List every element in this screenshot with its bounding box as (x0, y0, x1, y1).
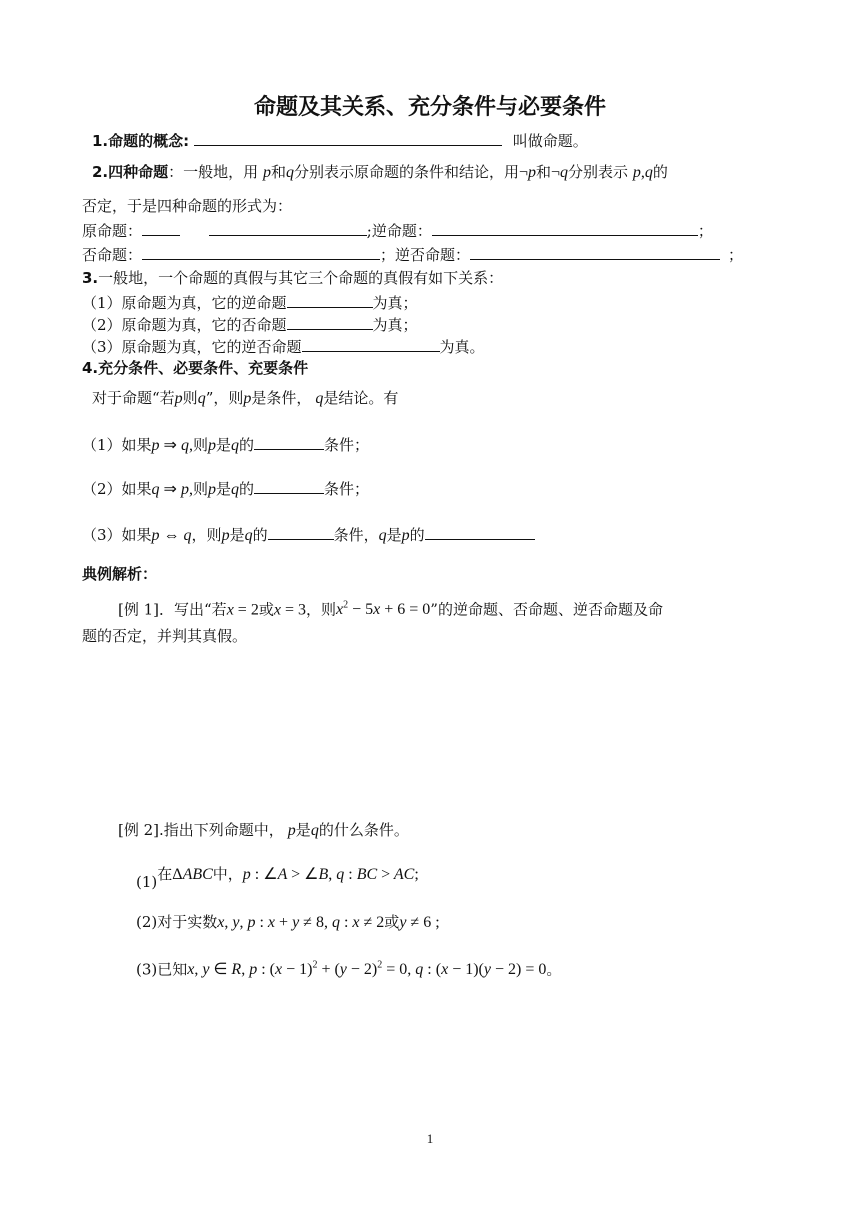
var-p: p (262, 164, 271, 181)
formula: x, y ∈ R, p : $(x - 1)^2 + (y - 2)^2 = 0$, q : (x − 1)(y − 2) = 0 (187, 960, 547, 979)
text: (3)已知 (136, 960, 188, 979)
text: 的 (238, 480, 254, 498)
formula: p : ∠A > ∠B, q : BC > AC; (242, 866, 419, 883)
blank (142, 220, 180, 236)
truth-relation-1 (82, 292, 418, 313)
text: 是 (295, 821, 311, 839)
formula: q ⇒ p, (151, 481, 193, 498)
formula: p ⇒ q, (151, 437, 193, 454)
blank (254, 434, 324, 450)
formula: y ≠ 6 ; (399, 914, 440, 931)
text: 中， (212, 865, 243, 883)
text: 条件； (324, 480, 370, 498)
var-q: q (244, 527, 253, 544)
text: ”，则 (205, 389, 244, 407)
text: （1）原命题为真，它的逆命题 (82, 294, 287, 312)
condition-intro (92, 388, 398, 409)
text: 分别表示原命题的条件和结论，用 (293, 163, 519, 181)
heading-text: 典例解析： (82, 565, 158, 583)
text: 是 (215, 480, 231, 498)
example-2-intro (118, 820, 409, 841)
text: [例 1]．写出“若 (118, 600, 227, 619)
text: ，则 (305, 600, 336, 619)
section-4-heading (82, 358, 308, 378)
converse-label: ;逆命题： (366, 222, 432, 240)
text: 分别表示 (568, 163, 629, 181)
var-p: p (401, 527, 410, 544)
four-propositions-line-2 (82, 196, 292, 216)
text: 题的否定，并判其真假。 (82, 627, 248, 645)
truth-relation-intro (82, 268, 503, 288)
text: 一般地，一个命题的真假与其它三个命题的真假有如下关系： (98, 269, 504, 287)
not-p: ¬p (518, 164, 536, 181)
text: 和 (270, 163, 286, 181)
text: 对于命题“若 (92, 389, 175, 407)
text: 条件； (324, 436, 370, 454)
var-p: p (243, 390, 252, 407)
text: 的什么条件。 (318, 821, 409, 839)
section-1-heading: 1.命题的概念: (92, 132, 190, 150)
text: 的 (252, 526, 268, 544)
condition-2 (82, 478, 369, 500)
four-propositions-line-1 (92, 162, 668, 183)
text: 为真； (372, 316, 418, 334)
original-converse-line (82, 220, 713, 241)
text: 是结论。有 (323, 389, 399, 407)
example-2-item-3 (136, 956, 561, 980)
var-q: q (285, 164, 294, 181)
page-number: 1 (426, 1131, 434, 1146)
text: 是 (215, 436, 231, 454)
text: （3）原命题为真，它的逆否命题 (82, 338, 302, 356)
var-q: q (197, 390, 206, 407)
example-2-item-2 (136, 912, 440, 933)
text: 。 (546, 960, 562, 979)
text: 否定，于是四种命题的形式为： (82, 197, 293, 215)
document-title: 命题及其关系、充分条件与必要条件 (253, 95, 606, 120)
var-p: p (283, 822, 296, 839)
formula: x = 3 (273, 601, 306, 619)
text: 为真。 (439, 338, 485, 356)
blank (470, 244, 720, 260)
formula: x, y, p : x + y ≠ 8, q : x ≠ 2 (217, 914, 385, 931)
text: 或 (258, 600, 274, 619)
blank (142, 244, 380, 260)
formula: ΔABC (172, 866, 213, 883)
formula: p ⇔ q (151, 527, 192, 544)
var-p: p (207, 437, 216, 454)
concept-tail: 叫做命题。 (512, 132, 588, 150)
example-1-line-2 (82, 626, 247, 646)
text: ：一般地，用 (168, 163, 259, 181)
contrapositive-label: ；逆否命题： (380, 246, 471, 264)
var-q: q (230, 437, 239, 454)
original-label: 原命题： (82, 222, 143, 240)
text: 在 (157, 865, 173, 883)
text: ； (728, 246, 744, 264)
text: 则 (192, 480, 208, 498)
blank (287, 314, 373, 330)
truth-relation-2 (82, 314, 418, 335)
not-q: ¬q (551, 164, 569, 181)
text: 的 (238, 436, 254, 454)
blank (425, 524, 535, 540)
var-p: p (221, 527, 230, 544)
truth-relation-3 (82, 336, 485, 357)
formula: $x^2 - 5x + 6 = 0$ (336, 600, 431, 619)
example-1-line-1 (118, 596, 663, 620)
example-2-item-1 (136, 864, 419, 891)
text: ”的逆命题、否命题、逆否命题及命 (430, 600, 663, 619)
text: (1) (136, 873, 158, 891)
blank (209, 220, 367, 236)
text: [例 2].指出下列命题中， (118, 821, 284, 839)
var-p: p (174, 390, 183, 407)
text: ，则 (191, 526, 222, 544)
text: 条件， (333, 526, 379, 544)
text: 是 (229, 526, 245, 544)
text: 是 (386, 526, 402, 544)
blank (287, 292, 373, 308)
text: 的 (652, 163, 668, 181)
var-q: q (378, 527, 387, 544)
text: 则 (182, 389, 198, 407)
formula: x = 2 (226, 601, 259, 619)
blank (302, 336, 440, 352)
text: (2)对于实数 (136, 913, 218, 931)
inverse-contrapositive-line (82, 244, 743, 265)
text: 是条件， (251, 389, 312, 407)
text: （2）原命题为真，它的否命题 (82, 316, 287, 334)
var-p: p (207, 481, 216, 498)
text: （1）如果 (82, 436, 152, 454)
blank (268, 524, 334, 540)
text: 则 (192, 436, 208, 454)
var-q: q (310, 822, 319, 839)
section-2-heading: 2.四种命题 (92, 163, 169, 181)
text: 的 (409, 526, 425, 544)
var-q: q (311, 390, 324, 407)
concept-blank (194, 130, 502, 146)
concept-line (92, 130, 588, 151)
text: 或 (384, 913, 400, 931)
blank (432, 220, 698, 236)
text: （3）如果 (82, 526, 152, 544)
text: 为真； (372, 294, 418, 312)
condition-1 (82, 434, 369, 456)
examples-heading (82, 564, 157, 584)
text: （2）如果 (82, 480, 152, 498)
text: ； (697, 222, 713, 240)
heading-text: 4.充分条件、必要条件、充要条件 (82, 359, 309, 377)
inverse-label: 否命题： (82, 246, 143, 264)
section-3-heading: 3. (82, 269, 99, 287)
blank (254, 478, 324, 494)
var-pq: p,q (632, 164, 653, 181)
text: 和 (536, 163, 552, 181)
var-q: q (230, 481, 239, 498)
condition-3 (82, 524, 535, 546)
